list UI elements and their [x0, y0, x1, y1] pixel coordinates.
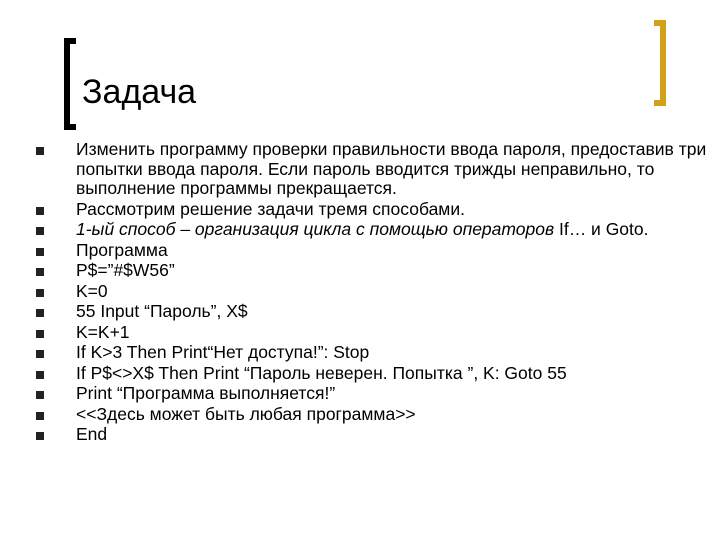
list-item — [36, 425, 716, 445]
item-text: Изменить программу проверки правильности ввода пароля, предоставив три попытки ввода пароля. Если пароль вводится трижды неправильно, то выполнение программы прекращается. — [76, 139, 707, 198]
item-italic-text: 1-ый способ – организация цикла с помощью операторов — [76, 219, 555, 239]
square-bullet-icon — [36, 412, 44, 420]
list-item — [36, 302, 716, 322]
list-item — [36, 220, 716, 240]
item-text: If K>3 Then Print“Нет доступа!”: Stop — [76, 342, 370, 362]
item-text: Print “Программа выполняется!” — [76, 383, 336, 403]
list-item — [36, 364, 716, 384]
title-bracket-right — [654, 20, 666, 106]
square-bullet-icon — [36, 289, 44, 297]
list-item — [36, 241, 716, 261]
square-bullet-icon — [36, 391, 44, 399]
square-bullet-icon — [36, 309, 44, 317]
item-text: End — [76, 424, 108, 444]
square-bullet-icon — [36, 227, 44, 235]
item-text: K=0 — [76, 280, 108, 301]
list-item — [36, 140, 716, 199]
item-text: K=K+1 — [76, 321, 130, 342]
title-bracket-left — [64, 38, 76, 130]
bullet-list — [36, 140, 716, 446]
list-item — [36, 343, 716, 363]
item-text: <<Здесь может быть любая программа>> — [76, 403, 416, 424]
slide-title: Задача — [82, 73, 197, 111]
square-bullet-icon — [36, 207, 44, 215]
list-item — [36, 323, 716, 343]
item-text: Рассмотрим решение задачи тремя способами. — [76, 198, 465, 219]
list-item — [36, 384, 716, 404]
square-bullet-icon — [36, 330, 44, 338]
item-text: If P$<>X$ Then Print “Пароль неверен. Попытка ”, K: Goto 55 — [76, 362, 567, 383]
square-bullet-icon — [36, 248, 44, 256]
item-text: Программа — [76, 239, 168, 260]
item-text: 55 Input “Пароль”, X$ — [76, 301, 248, 321]
list-item — [36, 261, 716, 281]
list-item — [36, 200, 716, 220]
square-bullet-icon — [36, 147, 44, 155]
square-bullet-icon — [36, 268, 44, 276]
square-bullet-icon — [36, 432, 44, 440]
list-item — [36, 282, 716, 302]
item-text: P$=”#$W56” — [76, 260, 175, 280]
square-bullet-icon — [36, 350, 44, 358]
item-text: If… и Goto. — [554, 219, 649, 239]
square-bullet-icon — [36, 371, 44, 379]
list-item — [36, 405, 716, 425]
